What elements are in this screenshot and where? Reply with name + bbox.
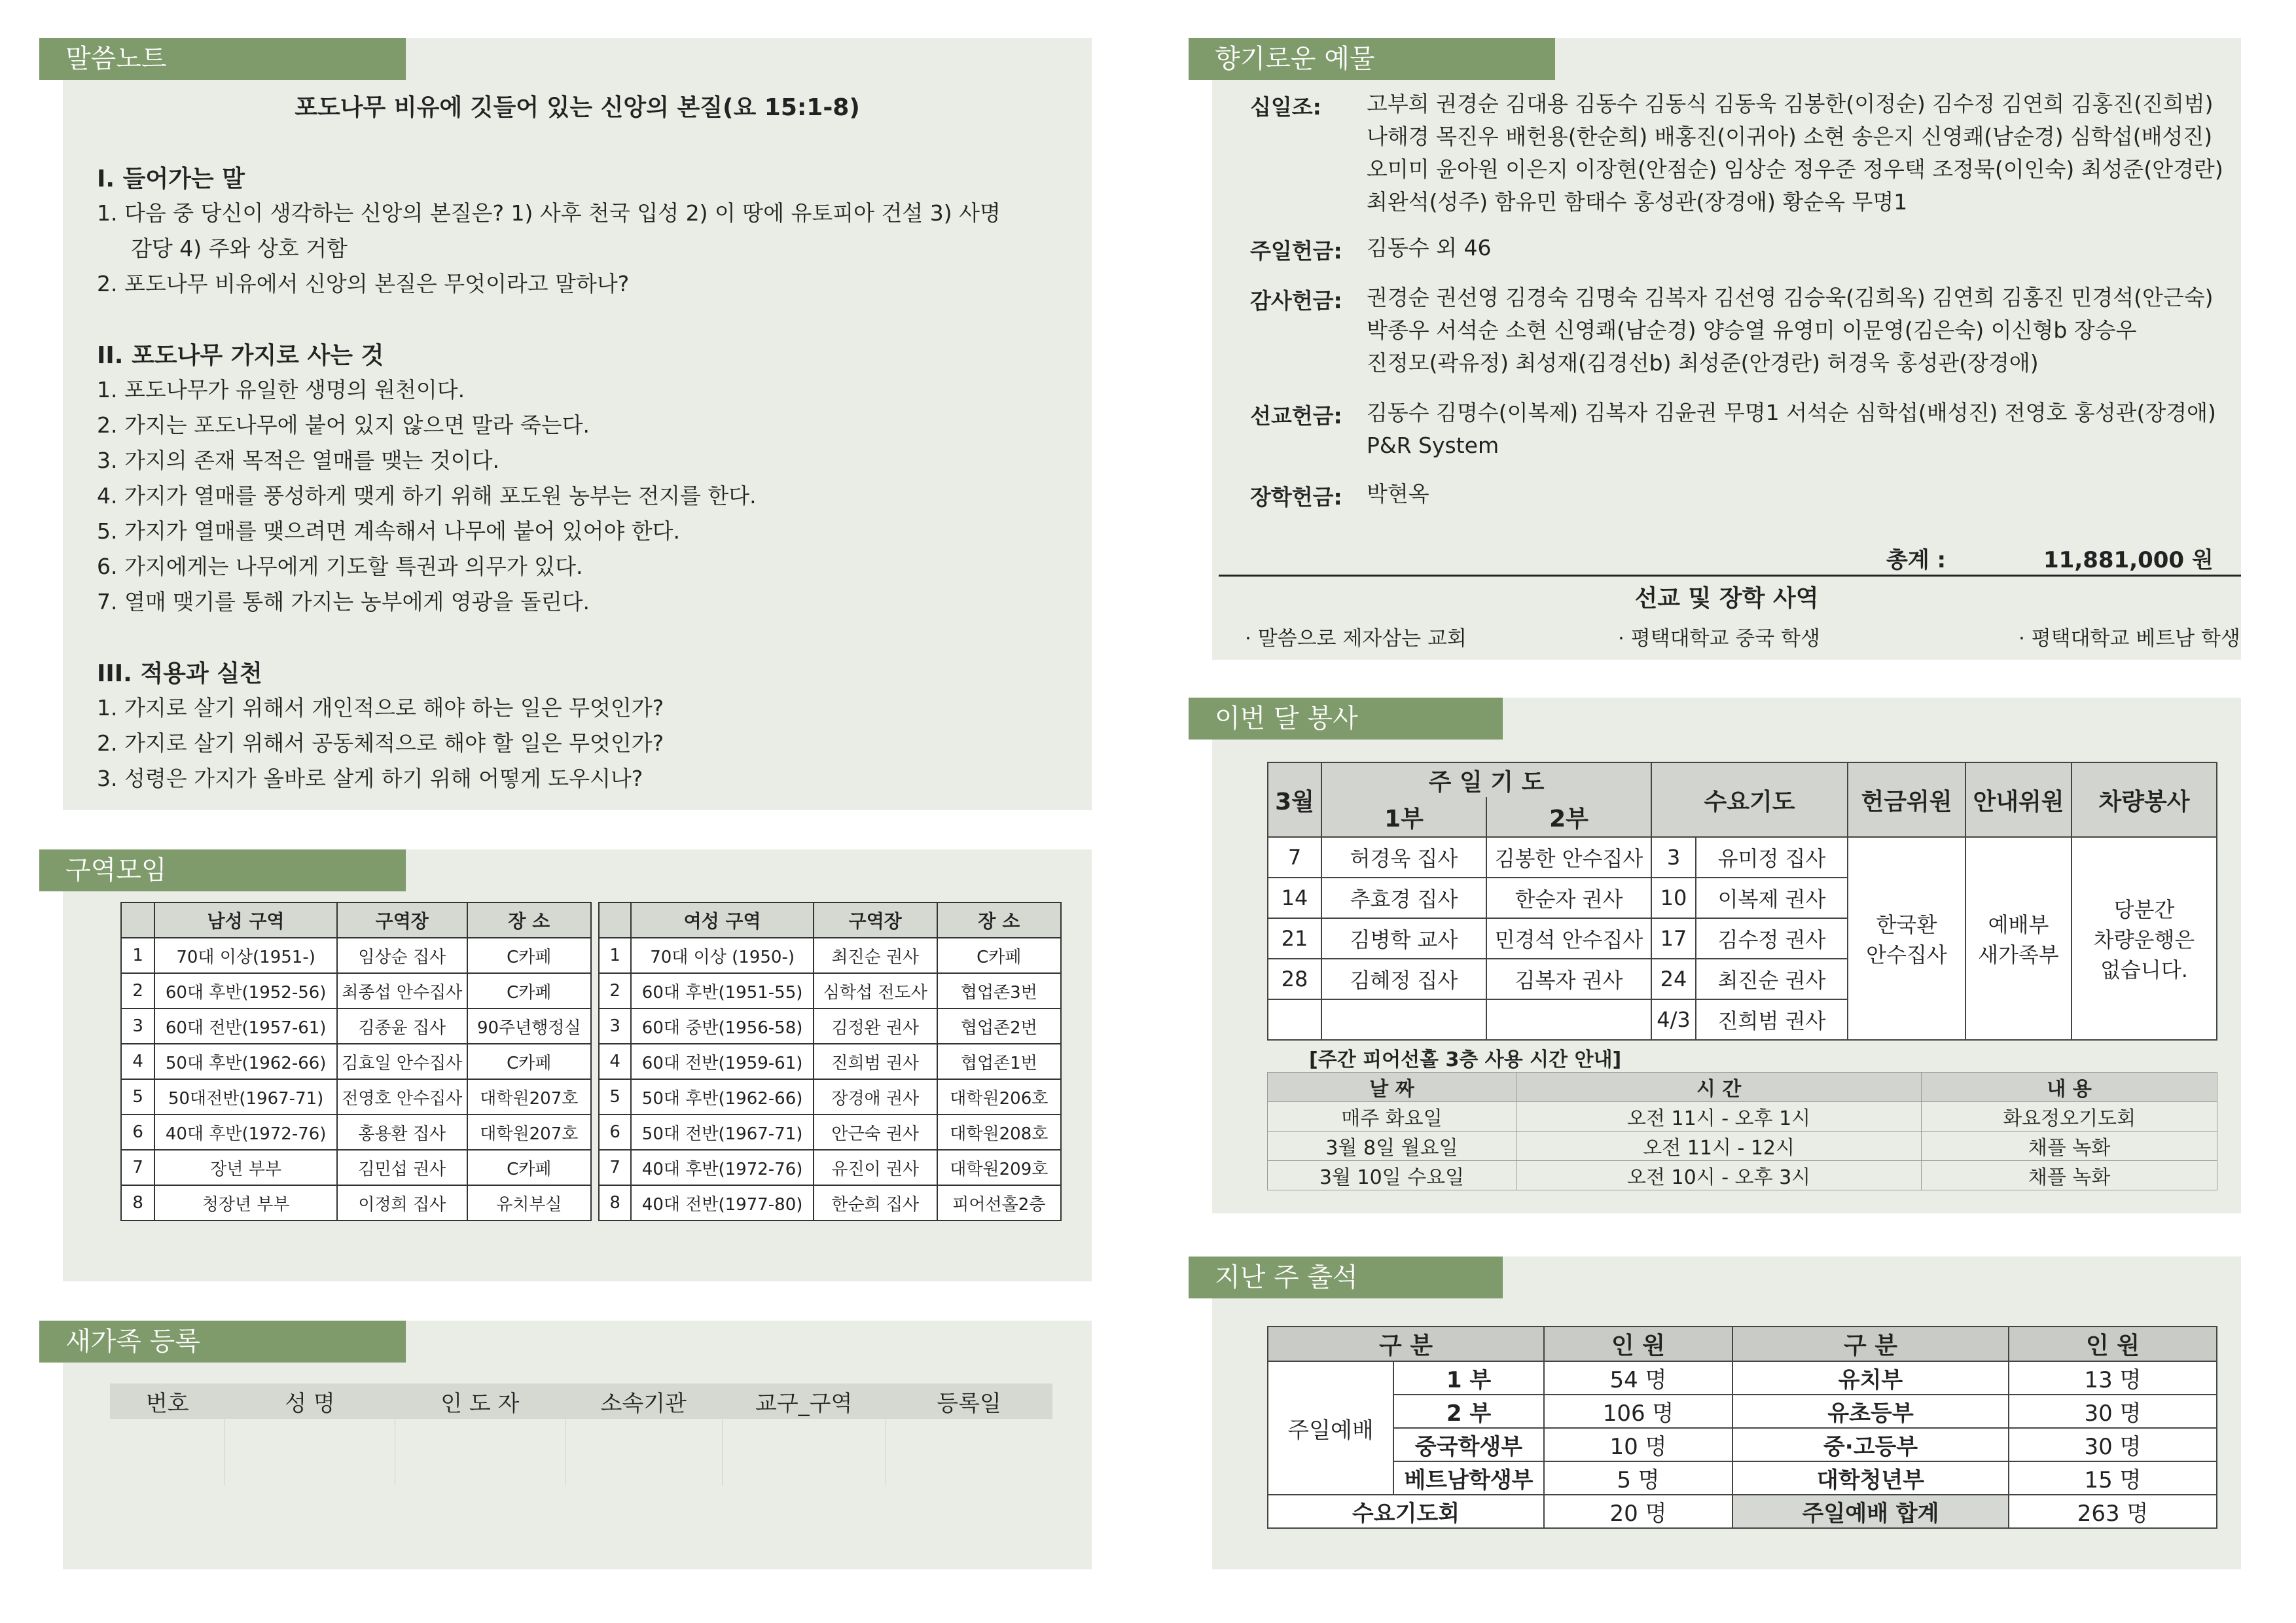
attendance-table [1267, 1326, 2217, 1529]
parking-header: 차량봉사 [2072, 762, 2217, 837]
cell: 전영호 안수집사 [337, 1079, 467, 1115]
table-row [121, 1150, 591, 1185]
cell: 7 [1268, 837, 1321, 878]
cell: 60대 후반(1952-56) [154, 973, 337, 1008]
usher-cell [1965, 837, 2072, 1040]
cell: 협업존2번 [937, 1008, 1061, 1044]
cell: 30 명 [2009, 1428, 2217, 1461]
cell: 60대 전반(1957-61) [154, 1008, 337, 1044]
sunday-prayer-header: 주 일 기 도 [1321, 762, 1651, 797]
district-panel [63, 849, 1092, 1281]
cell: 7 [121, 1150, 154, 1185]
newfamily-header: 새가족 등록 [39, 1321, 406, 1363]
cell: 8 [121, 1185, 154, 1221]
cell: C카페 [467, 938, 591, 973]
cell [110, 1419, 225, 1486]
cell: 2 [121, 973, 154, 1008]
cell: 17 [1651, 918, 1696, 959]
table-row [599, 1115, 1061, 1150]
part3-title: III. 적용과 실천 [97, 660, 262, 687]
cell: 40대 전반(1977-80) [631, 1185, 813, 1221]
service-table [1267, 762, 2217, 1041]
newfamily-table [110, 1383, 1052, 1486]
cell: 김혜정 집사 [1321, 959, 1486, 999]
col-header: 인 도 자 [440, 1390, 520, 1417]
table-row [1268, 1361, 2217, 1395]
cell: 중·고등부 [1732, 1428, 2009, 1461]
part1-item: 1. 다음 중 당신이 생각하는 신앙의 본질은? 1) 사후 천국 입성 2) 이 땅에 유토피아 건설 3) 사명 [97, 200, 1001, 226]
tithe-line: 고부희 권경순 김대용 김동수 김동식 김동욱 김봉한(이정순) 김수정 김연희 김홍진(진희범) [1367, 91, 2214, 116]
cell: 2 부 [1393, 1395, 1544, 1428]
col-header: 인 원 [2009, 1327, 2217, 1361]
cell: 오전 11시 - 12시 [1516, 1132, 1921, 1161]
cell: 이복제 권사 [1696, 878, 1848, 918]
cell: 1 [599, 938, 631, 973]
tithe-line: 나해경 목진우 배헌용(한순희) 배홍진(이귀아) 소현 송은지 신영쾌(남순경) 심학섭(배성진) [1367, 124, 2213, 149]
table-row [599, 1150, 1061, 1185]
col-header: 구역장 [814, 902, 937, 938]
part3-item: 2. 가지로 살기 위해서 공동체적으로 해야 할 일은 무엇인가? [97, 730, 664, 756]
attendance-header: 지난 주 출석 [1189, 1257, 1503, 1298]
cell: 오전 10시 - 오후 3시 [1516, 1161, 1921, 1190]
part1-title: I. 들어가는 말 [97, 166, 245, 192]
table-row [599, 1185, 1061, 1221]
parking-line: 없습니다. [2100, 957, 2188, 982]
cell: 협업존1번 [937, 1044, 1061, 1079]
cell: 4 [599, 1044, 631, 1079]
thanks-line: 박종우 서석순 소현 신영쾌(남순경) 양승열 유영미 이문영(김은숙) 이신형b 장승우 [1367, 317, 2137, 343]
tithe-line: 오미미 윤아원 이은지 이장현(안점순) 임상순 정우준 정우택 조정묵(이인숙) 최성준(안경란) [1367, 156, 2223, 182]
col-header: 여성 구역 [631, 902, 813, 938]
table-row [121, 973, 591, 1008]
parking-line: 차량운행은 [2093, 927, 2195, 952]
cell: 유진이 권사 [814, 1150, 937, 1185]
table-row [599, 1044, 1061, 1079]
mission-offering-label: 선교헌금: [1250, 403, 1342, 429]
col-header [599, 902, 631, 938]
offering-header: 향기로운 예물 [1189, 38, 1555, 80]
offering-committee-header: 헌금위원 [1848, 762, 1965, 837]
cell: 50대 전반(1967-71) [631, 1115, 813, 1150]
cell: 대학원207호 [467, 1115, 591, 1150]
cell: 김종윤 집사 [337, 1008, 467, 1044]
cell: 10 명 [1544, 1428, 1732, 1461]
usher-header: 안내위원 [1965, 762, 2072, 837]
cell: 추효경 집사 [1321, 878, 1486, 918]
cell: 10 [1651, 878, 1696, 918]
table-row [1268, 1495, 2217, 1528]
cell: 채플 녹화 [1922, 1132, 2217, 1161]
scholarship-label: 장학헌금: [1250, 484, 1342, 510]
cell: 유치부실 [467, 1185, 591, 1221]
cell: 유치부 [1732, 1361, 2009, 1395]
total-value: 263 명 [2009, 1495, 2217, 1528]
cell: 7 [599, 1150, 631, 1185]
cell: 3월 10일 수요일 [1268, 1161, 1516, 1190]
female-district-table [598, 902, 1062, 1221]
col-header: 장 소 [937, 902, 1061, 938]
part1-item: 감당 4) 주와 상호 거함 [131, 236, 348, 261]
cell [886, 1419, 1052, 1486]
cell: 5 [599, 1079, 631, 1115]
cell: 대학원207호 [467, 1079, 591, 1115]
cell [565, 1419, 722, 1486]
cell: 화요정오기도회 [1922, 1102, 2217, 1132]
table-row [121, 1079, 591, 1115]
service-header: 이번 달 봉사 [1189, 698, 1503, 740]
cell: 6 [121, 1115, 154, 1150]
pierson-table [1267, 1072, 2217, 1190]
mission-item: · 말씀으로 제자삼는 교회 [1245, 627, 1467, 651]
part2-item: 3. 가지의 존재 목적은 열매를 맺는 것이다. [97, 448, 499, 473]
cell: 김수정 권사 [1696, 918, 1848, 959]
sunday-offering-line: 김동수 외 46 [1367, 235, 1492, 260]
part1-item: 2. 포도나무 비유에서 신앙의 본질은 무엇이라고 말하나? [97, 271, 630, 296]
col-header: 성 명 [285, 1390, 335, 1417]
col-header: 인 원 [1544, 1327, 1732, 1361]
table-row [599, 938, 1061, 973]
table-row [110, 1419, 1052, 1486]
mission-line: P&R System [1367, 433, 1499, 458]
sermon-panel [63, 38, 1092, 810]
cell: 한순자 권사 [1486, 878, 1651, 918]
month-header: 3월 [1268, 762, 1321, 837]
offering-person: 한국환 [1876, 912, 1937, 937]
col-header: 날 짜 [1268, 1073, 1516, 1102]
cell: 민경석 안수집사 [1486, 918, 1651, 959]
wed-prayer-header: 수요기도 [1651, 762, 1848, 837]
cell: 1 부 [1393, 1361, 1544, 1395]
cell: 14 [1268, 878, 1321, 918]
cell: 협업존3번 [937, 973, 1061, 1008]
table-row [599, 1079, 1061, 1115]
cell: C카페 [467, 973, 591, 1008]
cell: 심학섭 전도사 [814, 973, 937, 1008]
cell: 4/3 [1651, 999, 1696, 1040]
cell: 매주 화요일 [1268, 1102, 1516, 1132]
cell: 대학원209호 [937, 1150, 1061, 1185]
cell: 13 명 [2009, 1361, 2217, 1395]
cell: 90주년행정실 [467, 1008, 591, 1044]
part2-item: 4. 가지가 열매를 풍성하게 맺게 하기 위해 포도원 농부는 전지를 한다. [97, 483, 757, 508]
cell: 24 [1651, 959, 1696, 999]
cell: 50대 후반(1962-66) [154, 1044, 337, 1079]
cell: 8 [599, 1185, 631, 1221]
table-header-row [110, 1383, 1052, 1419]
cell: 임상순 집사 [337, 938, 467, 973]
offering-person: 안수집사 [1866, 942, 1947, 967]
part2-item: 6. 가지에게는 나무에게 기도할 특권과 의무가 있다. [97, 554, 583, 579]
part3-item: 1. 가지로 살기 위해서 개인적으로 해야 하는 일은 무엇인가? [97, 695, 664, 721]
table-row [121, 1044, 591, 1079]
cell: 오전 11시 - 오후 1시 [1516, 1102, 1921, 1132]
cell [395, 1419, 565, 1486]
sermon-title: 포도나무 비유에 깃들어 있는 신앙의 본질(요 15:1-8) [295, 94, 860, 121]
cell: 3 [121, 1008, 154, 1044]
cell: 50대 후반(1962-66) [631, 1079, 813, 1115]
sermon-header: 말씀노트 [39, 38, 406, 80]
cell: 김복자 권사 [1486, 959, 1651, 999]
cell: 최진순 권사 [814, 938, 937, 973]
col-header: 소속기관 [600, 1390, 687, 1417]
table-row [1268, 1461, 2217, 1495]
cell: 유미정 집사 [1696, 837, 1848, 878]
col-header: 시 간 [1516, 1073, 1921, 1102]
table-header-row [1268, 1073, 2217, 1102]
cell: 6 [599, 1115, 631, 1150]
cell: 54 명 [1544, 1361, 1732, 1395]
parking-cell [2072, 837, 2217, 1040]
cell: 60대 전반(1959-61) [631, 1044, 813, 1079]
part3-item: 3. 성령은 가지가 올바로 살게 하기 위해 어떻게 도우시나? [97, 766, 643, 791]
col-header: 구역장 [337, 902, 467, 938]
sunday-worship-label: 주일예배 [1268, 1361, 1393, 1495]
cell: 대학원206호 [937, 1079, 1061, 1115]
cell: 청장년 부부 [154, 1185, 337, 1221]
cell: 홍용환 집사 [337, 1115, 467, 1150]
cell: 베트남학생부 [1393, 1461, 1544, 1495]
cell [1268, 999, 1321, 1040]
cell: 60대 후반(1951-55) [631, 973, 813, 1008]
mission-item: · 평택대학교 중국 학생 [1618, 627, 1820, 651]
col-header: 번호 [145, 1390, 189, 1417]
table-row [1268, 1132, 2217, 1161]
cell [1321, 999, 1486, 1040]
table-row [1268, 837, 2217, 878]
scholarship-line: 박현옥 [1367, 481, 1429, 507]
table-row [1268, 1161, 2217, 1190]
usher-line: 예배부 [1988, 912, 2049, 937]
cell: 장년 부부 [154, 1150, 337, 1185]
cell: C카페 [937, 938, 1061, 973]
table-row [599, 1008, 1061, 1044]
divider [1219, 575, 2241, 577]
cell: 허경욱 집사 [1321, 837, 1486, 878]
offering-committee-cell [1848, 837, 1965, 1040]
part2-item: 7. 열매 맺기를 통해 가지는 농부에게 영광을 돌린다. [97, 589, 590, 615]
cell: 안근숙 권사 [814, 1115, 937, 1150]
wed-label: 수요기도회 [1268, 1495, 1544, 1528]
attendance-panel [1212, 1257, 2241, 1569]
cell [722, 1419, 886, 1486]
thanks-line: 권경순 권선영 김경숙 김명숙 김복자 김선영 김승욱(김희옥) 김연희 김홍진 민경석(안근숙) [1367, 285, 2214, 310]
cell: 21 [1268, 918, 1321, 959]
cell: 60대 중반(1956-58) [631, 1008, 813, 1044]
cell: 30 명 [2009, 1395, 2217, 1428]
cell: 이정희 집사 [337, 1185, 467, 1221]
col-header: 내 용 [1922, 1073, 2217, 1102]
cell: 김효일 안수집사 [337, 1044, 467, 1079]
mission-item: · 평택대학교 베트남 학생 [2018, 627, 2240, 651]
cell: 김병학 교사 [1321, 918, 1486, 959]
cell: 40대 후반(1972-76) [154, 1115, 337, 1150]
mission-line: 김동수 김명수(이복제) 김복자 김윤권 무명1 서석순 심학섭(배성진) 전영호 홍성관(장경애) [1367, 400, 2216, 425]
col-header: 구 분 [1268, 1327, 1544, 1361]
col-header: 남성 구역 [154, 902, 337, 938]
col-header: 구 분 [1732, 1327, 2009, 1361]
male-district-table [120, 902, 592, 1221]
table-row [599, 973, 1061, 1008]
cell [1486, 999, 1651, 1040]
cell: 5 명 [1544, 1461, 1732, 1495]
part1-header: 1부 [1321, 797, 1486, 837]
district-header: 구역모임 [39, 849, 406, 891]
parking-line: 당분간 [2113, 897, 2175, 922]
table-row [1268, 1102, 2217, 1132]
table-header-row [599, 902, 1061, 938]
cell: 28 [1268, 959, 1321, 999]
pierson-title: [주간 피어선홀 3층 사용 시간 안내] [1309, 1048, 1622, 1071]
tithe-label: 십일조: [1250, 94, 1321, 120]
col-header: 등록일 [937, 1390, 1001, 1417]
cell: C카페 [467, 1150, 591, 1185]
cell: 4 [121, 1044, 154, 1079]
cell: 유초등부 [1732, 1395, 2009, 1428]
thanks-line: 진정모(곽유정) 최성재(김경선b) 최성준(안경란) 허경욱 홍성관(장경애) [1367, 350, 2039, 376]
wed-value: 20 명 [1544, 1495, 1732, 1528]
mission-ministry-title: 선교 및 장학 사역 [1634, 585, 1819, 612]
cell: 3 [1651, 837, 1696, 878]
cell: 15 명 [2009, 1461, 2217, 1495]
cell: 1 [121, 938, 154, 973]
cell: 피어선홀2층 [937, 1185, 1061, 1221]
tithe-line: 최완석(성주) 함유민 함태수 홍성관(장경애) 황순옥 무명1 [1367, 189, 1908, 215]
cell: 진희범 권사 [1696, 999, 1848, 1040]
cell: 한순희 집사 [814, 1185, 937, 1221]
part2-item: 5. 가지가 열매를 맺으려면 계속해서 나무에 붙어 있어야 한다. [97, 518, 680, 544]
cell [225, 1419, 395, 1486]
table-header-row [121, 902, 591, 938]
table-row [121, 938, 591, 973]
cell: 3월 8일 월요일 [1268, 1132, 1516, 1161]
cell: 중국학생부 [1393, 1428, 1544, 1461]
cell: 대학원208호 [937, 1115, 1061, 1150]
table-row [121, 1008, 591, 1044]
total-label: 주일예배 합계 [1732, 1495, 2009, 1528]
total-value: 11,881,000 원 [2043, 547, 2214, 573]
part2-header: 2부 [1486, 797, 1651, 837]
cell: C카페 [467, 1044, 591, 1079]
col-header: 교구_구역 [755, 1390, 853, 1417]
service-panel [1212, 698, 2241, 1213]
table-row [1268, 1428, 2217, 1461]
cell: 3 [599, 1008, 631, 1044]
table-header-row [1268, 762, 2217, 797]
cell: 2 [599, 973, 631, 1008]
newfamily-panel [63, 1321, 1092, 1569]
cell: 김정완 권사 [814, 1008, 937, 1044]
cell: 장경애 권사 [814, 1079, 937, 1115]
offering-panel [1212, 38, 2241, 660]
table-row [1268, 1395, 2217, 1428]
cell: 70대 이상 (1950-) [631, 938, 813, 973]
cell: 대학청년부 [1732, 1461, 2009, 1495]
usher-line: 새가족부 [1978, 942, 2059, 967]
cell: 진희범 권사 [814, 1044, 937, 1079]
col-header [121, 902, 154, 938]
cell: 김봉한 안수집사 [1486, 837, 1651, 878]
part2-item: 2. 가지는 포도나무에 붙어 있지 않으면 말라 죽는다. [97, 412, 590, 438]
cell: 최진순 권사 [1696, 959, 1848, 999]
cell: 최종섭 안수집사 [337, 973, 467, 1008]
table-header-row [1268, 1327, 2217, 1361]
thanks-offering-label: 감사헌금: [1250, 288, 1342, 313]
col-header: 장 소 [467, 902, 591, 938]
sunday-offering-label: 주일헌금: [1250, 238, 1342, 264]
table-row [121, 1115, 591, 1150]
cell: 5 [121, 1079, 154, 1115]
total-label: 총계 : [1886, 547, 1946, 573]
cell: 70대 이상(1951-) [154, 938, 337, 973]
part2-item: 1. 포도나무가 유일한 생명의 원천이다. [97, 377, 465, 402]
table-row [121, 1185, 591, 1221]
cell: 채플 녹화 [1922, 1161, 2217, 1190]
cell: 김민섭 권사 [337, 1150, 467, 1185]
part2-title: II. 포도나무 가지로 사는 것 [97, 342, 384, 369]
cell: 50대전반(1967-71) [154, 1079, 337, 1115]
cell: 106 명 [1544, 1395, 1732, 1428]
cell: 40대 후반(1972-76) [631, 1150, 813, 1185]
